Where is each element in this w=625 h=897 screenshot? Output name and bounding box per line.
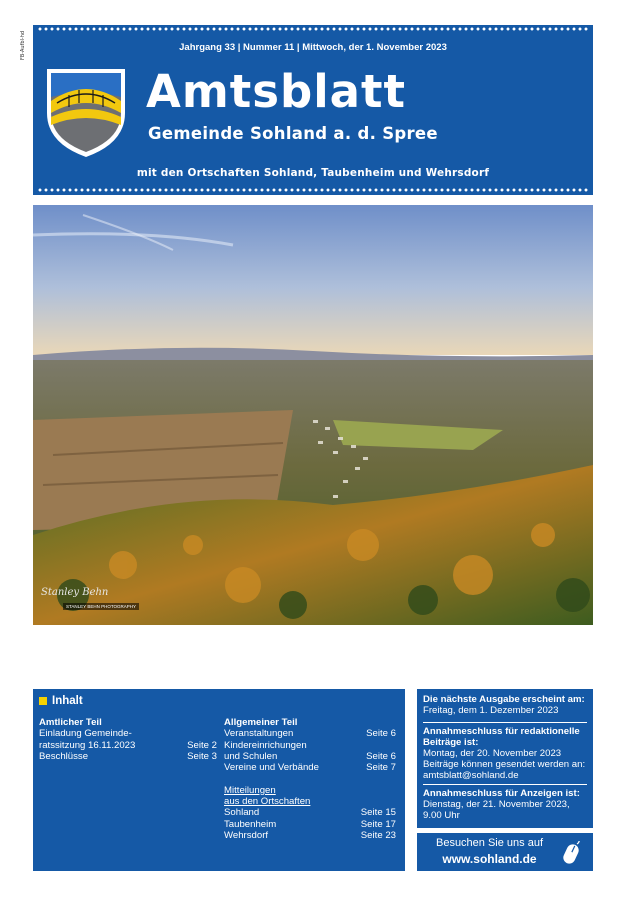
toc-heading-text: Inhalt	[52, 695, 83, 707]
table-of-contents	[33, 689, 405, 871]
toc-entry[interactable]	[224, 751, 396, 762]
toc-entry-label: ratssitzung 16.11.2023	[39, 739, 136, 751]
toc-entry[interactable]	[39, 751, 217, 762]
toc-entry-page: Seite 7	[366, 762, 396, 774]
ads-deadline-heading: Annahmeschluss für Anzeigen ist:	[423, 788, 580, 799]
toc-entry-label: Veranstaltungen	[224, 728, 294, 740]
dotted-border-top	[37, 27, 589, 31]
toc-section-title: Amtlicher Teil	[39, 717, 102, 728]
computer-mouse-icon	[563, 841, 581, 867]
toc-section-title: Allgemeiner Teil	[224, 717, 298, 728]
toc-entry-page: Seite 3	[187, 750, 217, 762]
editorial-deadline-heading: Beiträge ist:	[423, 737, 479, 748]
next-issue-heading: Die nächste Ausgabe erscheint am:	[423, 694, 585, 705]
publication-subtitle: Gemeinde Sohland a. d. Spree	[148, 124, 438, 143]
toc-entry-page: Seite 6	[366, 750, 396, 762]
next-issue-date: Freitag, dem 1. Dezember 2023	[423, 705, 559, 716]
toc-entry-label: Kindereinrichungen	[224, 739, 307, 751]
photographer-signature: Stanley Behn	[41, 587, 109, 598]
toc-entry[interactable]	[224, 762, 396, 773]
toc-entry-label: Sohland	[224, 807, 260, 819]
next-issue-box	[417, 689, 593, 828]
editorial-submission-note: Beiträge können gesendet werden an:	[423, 759, 586, 770]
toc-subsection-title: aus den Ortschaften	[224, 796, 311, 808]
website-invitation: Besuchen Sie uns auf	[435, 837, 544, 849]
toc-entry-page: Seite 23	[360, 829, 396, 841]
aerial-landscape-photo	[33, 205, 593, 625]
toc-entry[interactable]	[224, 830, 396, 841]
yellow-square-icon	[39, 697, 47, 705]
toc-entry[interactable]	[224, 740, 396, 751]
publication-title: Amtsblatt	[146, 65, 407, 118]
editorial-deadline-date: Montag, der 20. November 2023	[423, 748, 562, 759]
ads-deadline-time: 9.00 Uhr	[423, 810, 460, 821]
toc-entry-label: und Schulen	[224, 750, 278, 762]
dotted-border-bottom	[37, 188, 589, 192]
toc-entry-label: Vereine und Verbände	[224, 762, 319, 774]
divider	[423, 784, 587, 785]
ads-deadline-date: Dienstag, der 21. November 2023,	[423, 799, 570, 810]
masthead	[33, 25, 593, 195]
toc-column-left	[39, 717, 217, 762]
toc-entry-label: Einladung Gemeinde-	[39, 728, 132, 740]
toc-entry[interactable]	[39, 740, 217, 751]
editorial-deadline-heading: Annahmeschluss für redaktionelle	[423, 726, 580, 737]
issue-line: Jahrgang 33 | Nummer 11 | Mittwoch, der 1. November 2023	[179, 42, 447, 53]
toc-entry[interactable]	[39, 728, 217, 739]
toc-entry-label: Wehrsdorf	[224, 829, 269, 841]
toc-entry-page: Seite 2	[187, 739, 217, 751]
toc-entry-page: Seite 17	[360, 818, 396, 830]
toc-entry-page: Seite 6	[366, 728, 396, 740]
toc-subsection-title: Mitteilungen	[224, 784, 276, 796]
website-box[interactable]	[417, 833, 593, 871]
toc-entry-label: Taubenheim	[224, 818, 277, 830]
photo-credit: STANLEY BEHN PHOTOGRAPHY	[63, 603, 139, 610]
toc-column-right	[224, 717, 396, 841]
website-url[interactable]: www.sohland.de	[442, 852, 537, 866]
localities-line: mit den Ortschaften Sohland, Taubenheim und Wehrsdorf	[136, 167, 490, 179]
email-link[interactable]: amtsblatt@sohland.de	[423, 770, 519, 781]
toc-entry[interactable]	[224, 807, 396, 818]
side-code: FB-Aufbl-hd	[20, 30, 26, 60]
toc-entry-label: Beschlüsse	[39, 750, 89, 762]
divider	[423, 722, 587, 723]
coat-of-arms-icon	[45, 67, 127, 159]
toc-entry[interactable]	[224, 728, 396, 739]
toc-heading	[39, 695, 83, 707]
toc-entry[interactable]	[224, 819, 396, 830]
toc-entry-page: Seite 15	[360, 807, 396, 819]
